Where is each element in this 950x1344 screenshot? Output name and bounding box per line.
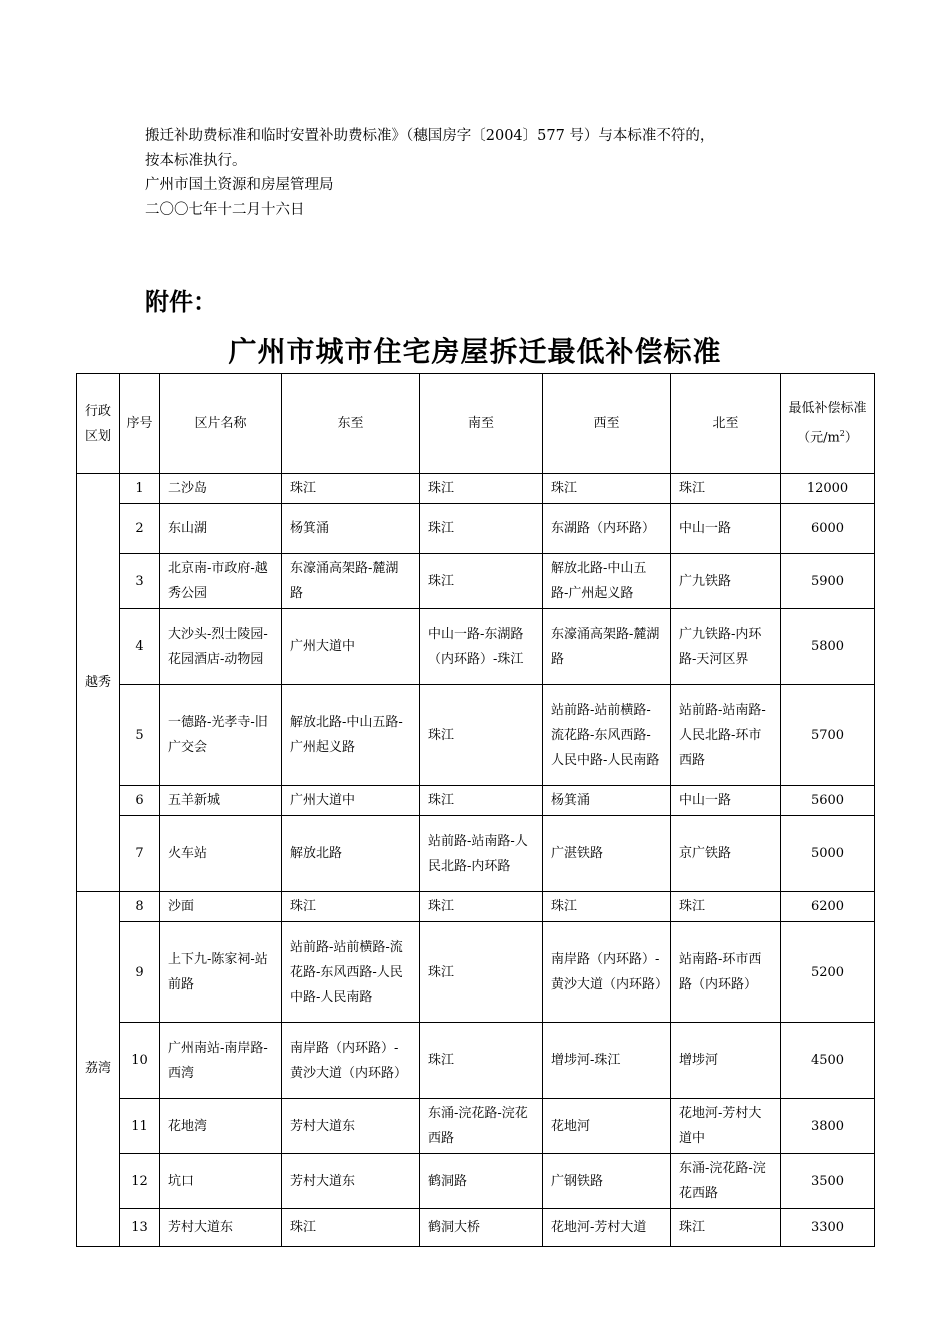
cell-south: 珠江 — [420, 892, 543, 922]
cell-area: 二沙岛 — [160, 474, 282, 504]
cell-price: 3500 — [781, 1154, 875, 1209]
header-east: 东至 — [282, 374, 420, 474]
district-cell: 越秀 — [77, 474, 120, 892]
cell-south: 珠江 — [420, 786, 543, 816]
cell-no: 3 — [120, 554, 160, 609]
cell-north: 花地河-芳村大道中 — [671, 1099, 781, 1154]
cell-north: 京广铁路 — [671, 816, 781, 892]
intro-line: 按本标准执行。 — [145, 152, 247, 169]
table-row — [77, 685, 875, 786]
cell-area: 大沙头-烈士陵园-花园酒店-动物园 — [160, 609, 282, 685]
table-row — [77, 554, 875, 609]
cell-area: 东山湖 — [160, 504, 282, 554]
header-north: 北至 — [671, 374, 781, 474]
cell-west: 珠江 — [543, 474, 671, 504]
header-price — [781, 374, 875, 474]
header-price-unit-text: （元/m — [797, 430, 840, 446]
cell-area: 北京南-市政府-越秀公园 — [160, 554, 282, 609]
cell-north: 中山一路 — [671, 786, 781, 816]
cell-south: 珠江 — [420, 504, 543, 554]
cell-west: 东濠涌高架路-麓湖路 — [543, 609, 671, 685]
cell-no: 10 — [120, 1023, 160, 1099]
cell-area: 火车站 — [160, 816, 282, 892]
cell-no: 11 — [120, 1099, 160, 1154]
cell-west: 花地河-芳村大道 — [543, 1209, 671, 1247]
cell-north: 中山一路 — [671, 504, 781, 554]
header-west: 西至 — [543, 374, 671, 474]
cell-area: 广州南站-南岸路-西湾 — [160, 1023, 282, 1099]
cell-east: 广州大道中 — [282, 786, 420, 816]
intro-paragraph — [145, 124, 714, 222]
cell-east: 珠江 — [282, 892, 420, 922]
cell-north: 广九铁路 — [671, 554, 781, 609]
cell-price: 3800 — [781, 1099, 875, 1154]
cell-south: 鹤洞大桥 — [420, 1209, 543, 1247]
cell-price: 5600 — [781, 786, 875, 816]
cell-price: 6000 — [781, 504, 875, 554]
cell-east: 东濠涌高架路-麓湖路 — [282, 554, 420, 609]
cell-north: 珠江 — [671, 474, 781, 504]
page-title: 广州市城市住宅房屋拆迁最低补偿标准 — [228, 335, 722, 368]
table-row — [77, 1023, 875, 1099]
header-area: 区片名称 — [160, 374, 282, 474]
cell-price: 6200 — [781, 892, 875, 922]
cell-north: 珠江 — [671, 1209, 781, 1247]
cell-no: 7 — [120, 816, 160, 892]
cell-price: 3300 — [781, 1209, 875, 1247]
cell-south: 珠江 — [420, 1023, 543, 1099]
cell-south: 珠江 — [420, 685, 543, 786]
cell-west: 解放北路-中山五路-广州起义路 — [543, 554, 671, 609]
cell-area: 沙面 — [160, 892, 282, 922]
cell-no: 12 — [120, 1154, 160, 1209]
table-row — [77, 474, 875, 504]
cell-east: 芳村大道东 — [282, 1099, 420, 1154]
header-price-unit-close: ） — [844, 430, 858, 446]
header-price-label: 最低补偿标准 — [788, 401, 867, 417]
cell-west: 杨箕涌 — [543, 786, 671, 816]
cell-south: 站前路-站南路-人民北路-内环路 — [420, 816, 543, 892]
cell-west: 南岸路（内环路）-黄沙大道（内环路） — [543, 922, 671, 1023]
cell-south: 珠江 — [420, 554, 543, 609]
cell-no: 8 — [120, 892, 160, 922]
cell-north: 站南路-环市西路（内环路） — [671, 922, 781, 1023]
cell-west: 广钢铁路 — [543, 1154, 671, 1209]
cell-south: 鹤洞路 — [420, 1154, 543, 1209]
table-row — [77, 892, 875, 922]
table-body — [77, 474, 875, 1247]
table-row — [77, 1209, 875, 1247]
cell-west: 站前路-站前横路-流花路-东风西路-人民中路-人民南路 — [543, 685, 671, 786]
cell-area: 芳村大道东 — [160, 1209, 282, 1247]
compensation-table — [76, 373, 875, 1247]
cell-price: 4500 — [781, 1023, 875, 1099]
cell-north: 东涌-浣花路-浣花西路 — [671, 1154, 781, 1209]
cell-east: 珠江 — [282, 474, 420, 504]
table-header-row — [77, 374, 875, 474]
cell-west: 广湛铁路 — [543, 816, 671, 892]
header-district: 行政区划 — [77, 374, 120, 474]
cell-west: 珠江 — [543, 892, 671, 922]
table-row — [77, 504, 875, 554]
cell-south: 珠江 — [420, 922, 543, 1023]
cell-price: 5200 — [781, 922, 875, 1023]
issuer-line: 广州市国土资源和房屋管理局 — [145, 177, 334, 193]
cell-west: 增埗河-珠江 — [543, 1023, 671, 1099]
cell-north: 增埗河 — [671, 1023, 781, 1099]
header-price-unit — [785, 421, 870, 450]
district-cell: 荔湾 — [77, 892, 120, 1247]
cell-east: 杨箕涌 — [282, 504, 420, 554]
header-no: 序号 — [120, 374, 160, 474]
cell-no: 1 — [120, 474, 160, 504]
cell-area: 坑口 — [160, 1154, 282, 1209]
date-line: 二〇〇七年十二月十六日 — [145, 201, 305, 218]
cell-no: 5 — [120, 685, 160, 786]
cell-area: 五羊新城 — [160, 786, 282, 816]
cell-no: 4 — [120, 609, 160, 685]
table-row — [77, 1154, 875, 1209]
cell-area: 一德路-光孝寺-旧广交会 — [160, 685, 282, 786]
squared-superscript: 2 — [839, 429, 845, 439]
intro-line: 搬迁补助费标准和临时安置补助费标准》（穗国房字〔2004〕577 号）与本标准不符的， — [145, 128, 715, 144]
cell-price: 5900 — [781, 554, 875, 609]
cell-south: 东涌-浣花路-浣花西路 — [420, 1099, 543, 1154]
cell-price: 5800 — [781, 609, 875, 685]
cell-price: 5700 — [781, 685, 875, 786]
cell-area: 花地湾 — [160, 1099, 282, 1154]
table-row — [77, 609, 875, 685]
cell-no: 2 — [120, 504, 160, 554]
cell-no: 6 — [120, 786, 160, 816]
cell-south: 中山一路-东湖路（内环路）-珠江 — [420, 609, 543, 685]
table-row — [77, 786, 875, 816]
cell-north: 珠江 — [671, 892, 781, 922]
cell-price: 5000 — [781, 816, 875, 892]
cell-east: 解放北路 — [282, 816, 420, 892]
cell-east: 站前路-站前横路-流花路-东风西路-人民中路-人民南路 — [282, 922, 420, 1023]
cell-no: 13 — [120, 1209, 160, 1247]
cell-north: 广九铁路-内环路-天河区界 — [671, 609, 781, 685]
cell-east: 广州大道中 — [282, 609, 420, 685]
cell-no: 9 — [120, 922, 160, 1023]
cell-price: 12000 — [781, 474, 875, 504]
cell-north: 站前路-站南路-人民北路-环市西路 — [671, 685, 781, 786]
header-south: 南至 — [420, 374, 543, 474]
cell-west: 花地河 — [543, 1099, 671, 1154]
table-row — [77, 816, 875, 892]
cell-east: 解放北路-中山五路-广州起义路 — [282, 685, 420, 786]
table-row — [77, 1099, 875, 1154]
cell-west: 东湖路（内环路） — [543, 504, 671, 554]
table-row — [77, 922, 875, 1023]
cell-east: 芳村大道东 — [282, 1154, 420, 1209]
cell-south: 珠江 — [420, 474, 543, 504]
cell-east: 南岸路（内环路）-黄沙大道（内环路） — [282, 1023, 420, 1099]
cell-area: 上下九-陈家祠-站前路 — [160, 922, 282, 1023]
attachment-label: 附件： — [145, 288, 217, 316]
cell-east: 珠江 — [282, 1209, 420, 1247]
